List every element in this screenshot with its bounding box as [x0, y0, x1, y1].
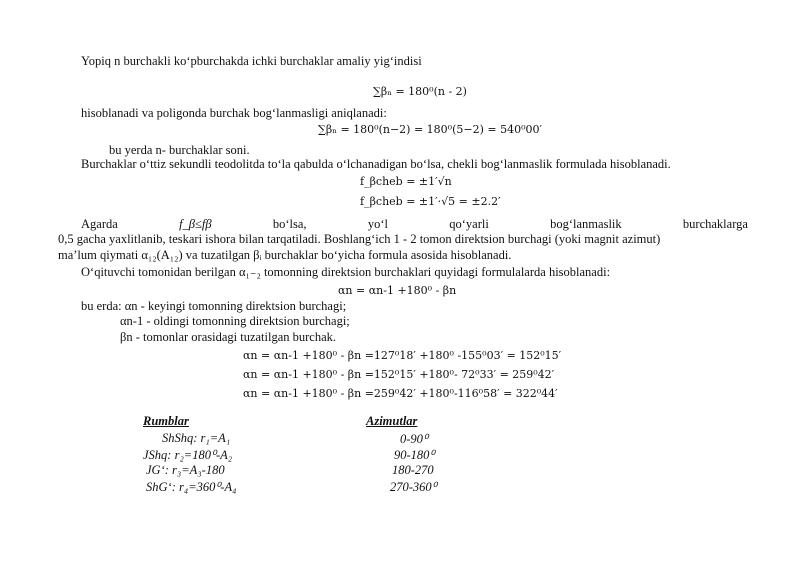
- paragraph-condition-line-3: ma’lum qiymati α₁₂(A₁₂) va tuzatilgan βᵢ burchaklar bo‘yicha formula asosida hisoblanadi.: [58, 248, 512, 262]
- paragraph-where-n: bu yerda n- burchaklar soni.: [109, 143, 250, 157]
- table-cell-rumb: ShG‘: r₄=360⁰-A₄: [146, 480, 237, 494]
- word: bo‘lsa,: [272, 217, 307, 231]
- paragraph-sum-intro: Yopiq n burchakli ko‘pburchakda ichki burchaklar amaliy yig‘indisi: [81, 54, 422, 68]
- word: burchaklarga: [682, 217, 748, 231]
- paragraph-direction-angles: O‘qituvchi tomonidan berilgan α₁₋₂ tomonning direktsion burchaklari quyidagi formulalarda hisoblanadi:: [81, 265, 611, 279]
- formula-angle-sum-computed: ∑βₙ = 180⁰(n−2) = 180⁰(5−2) = 540⁰00′: [318, 123, 542, 136]
- formula-limit-misclosure-computed: f_βcheb = ±1′·√5 = ±2.2′: [360, 195, 501, 208]
- paragraph-condition-line-1: [81, 217, 748, 232]
- word: f_β≤fβ: [179, 217, 212, 231]
- word: bog‘lanmaslik: [550, 217, 622, 231]
- table-header-azimutlar: Azimutlar: [366, 414, 418, 428]
- word: Agarda: [81, 217, 118, 231]
- paragraph-condition-line-2: 0,5 gacha yaxlitlanib, teskari ishora bilan tarqatiladi. Boshlang‘ich 1 - 2 tomon direktsion burchagi (yoki magnit azimut): [58, 232, 661, 246]
- table-cell-azimuth: 0-90⁰: [400, 432, 428, 446]
- table-header-rumblar: Rumblar: [143, 414, 189, 428]
- formula-direction-angle: αn = αn-1 +180⁰ - βn: [338, 284, 457, 297]
- word: qo‘yarli: [449, 217, 489, 231]
- formula-limit-misclosure: f_βcheb = ±1′√n: [360, 175, 452, 188]
- formula-calculation-1: αn = αn-1 +180⁰ - βn =127⁰18′ +180⁰ -155⁰03′ = 152⁰15′: [243, 349, 562, 362]
- table-cell-azimuth: 180-270: [392, 463, 434, 477]
- formula-calculation-2: αn = αn-1 +180⁰ - βn =152⁰15′ +180⁰- 72⁰33′ = 259⁰42′: [243, 368, 555, 381]
- table-cell-azimuth: 270-360⁰: [390, 480, 437, 494]
- formula-angle-sum: ∑βₙ = 180⁰(n - 2): [373, 85, 467, 98]
- definition-beta-n: βn - tomonlar orasidagi tuzatilgan burchak.: [120, 330, 337, 344]
- formula-calculation-3: αn = αn-1 +180⁰ - βn =259⁰42′ +180⁰-116⁰58′ = 322⁰44′: [243, 387, 558, 400]
- paragraph-theodolite: Burchaklar o‘ttiz sekundli teodolitda to‘la qabulda o‘lchanadigan bo‘lsa, chekli bog‘lanmaslik formulada hisoblanadi.: [81, 157, 671, 171]
- table-cell-rumb: JShq: r₂=180⁰-A₂: [143, 448, 233, 462]
- definition-alpha-n-1: αn-1 - oldingi tomonning direktsion burchagi;: [120, 314, 350, 328]
- definition-alpha-n: bu erda: αn - keyingi tomonning direktsion burchagi;: [81, 299, 347, 313]
- paragraph-misclosure: hisoblanadi va poligonda burchak bog‘lanmasligi aniqlanadi:: [81, 106, 387, 120]
- table-cell-rumb: JG‘: r₃=A₃-180: [146, 463, 225, 477]
- word: yo‘l: [367, 217, 388, 231]
- table-cell-azimuth: 90-180⁰: [394, 448, 435, 462]
- table-cell-rumb: ShShq: r₁=A₁: [162, 431, 231, 445]
